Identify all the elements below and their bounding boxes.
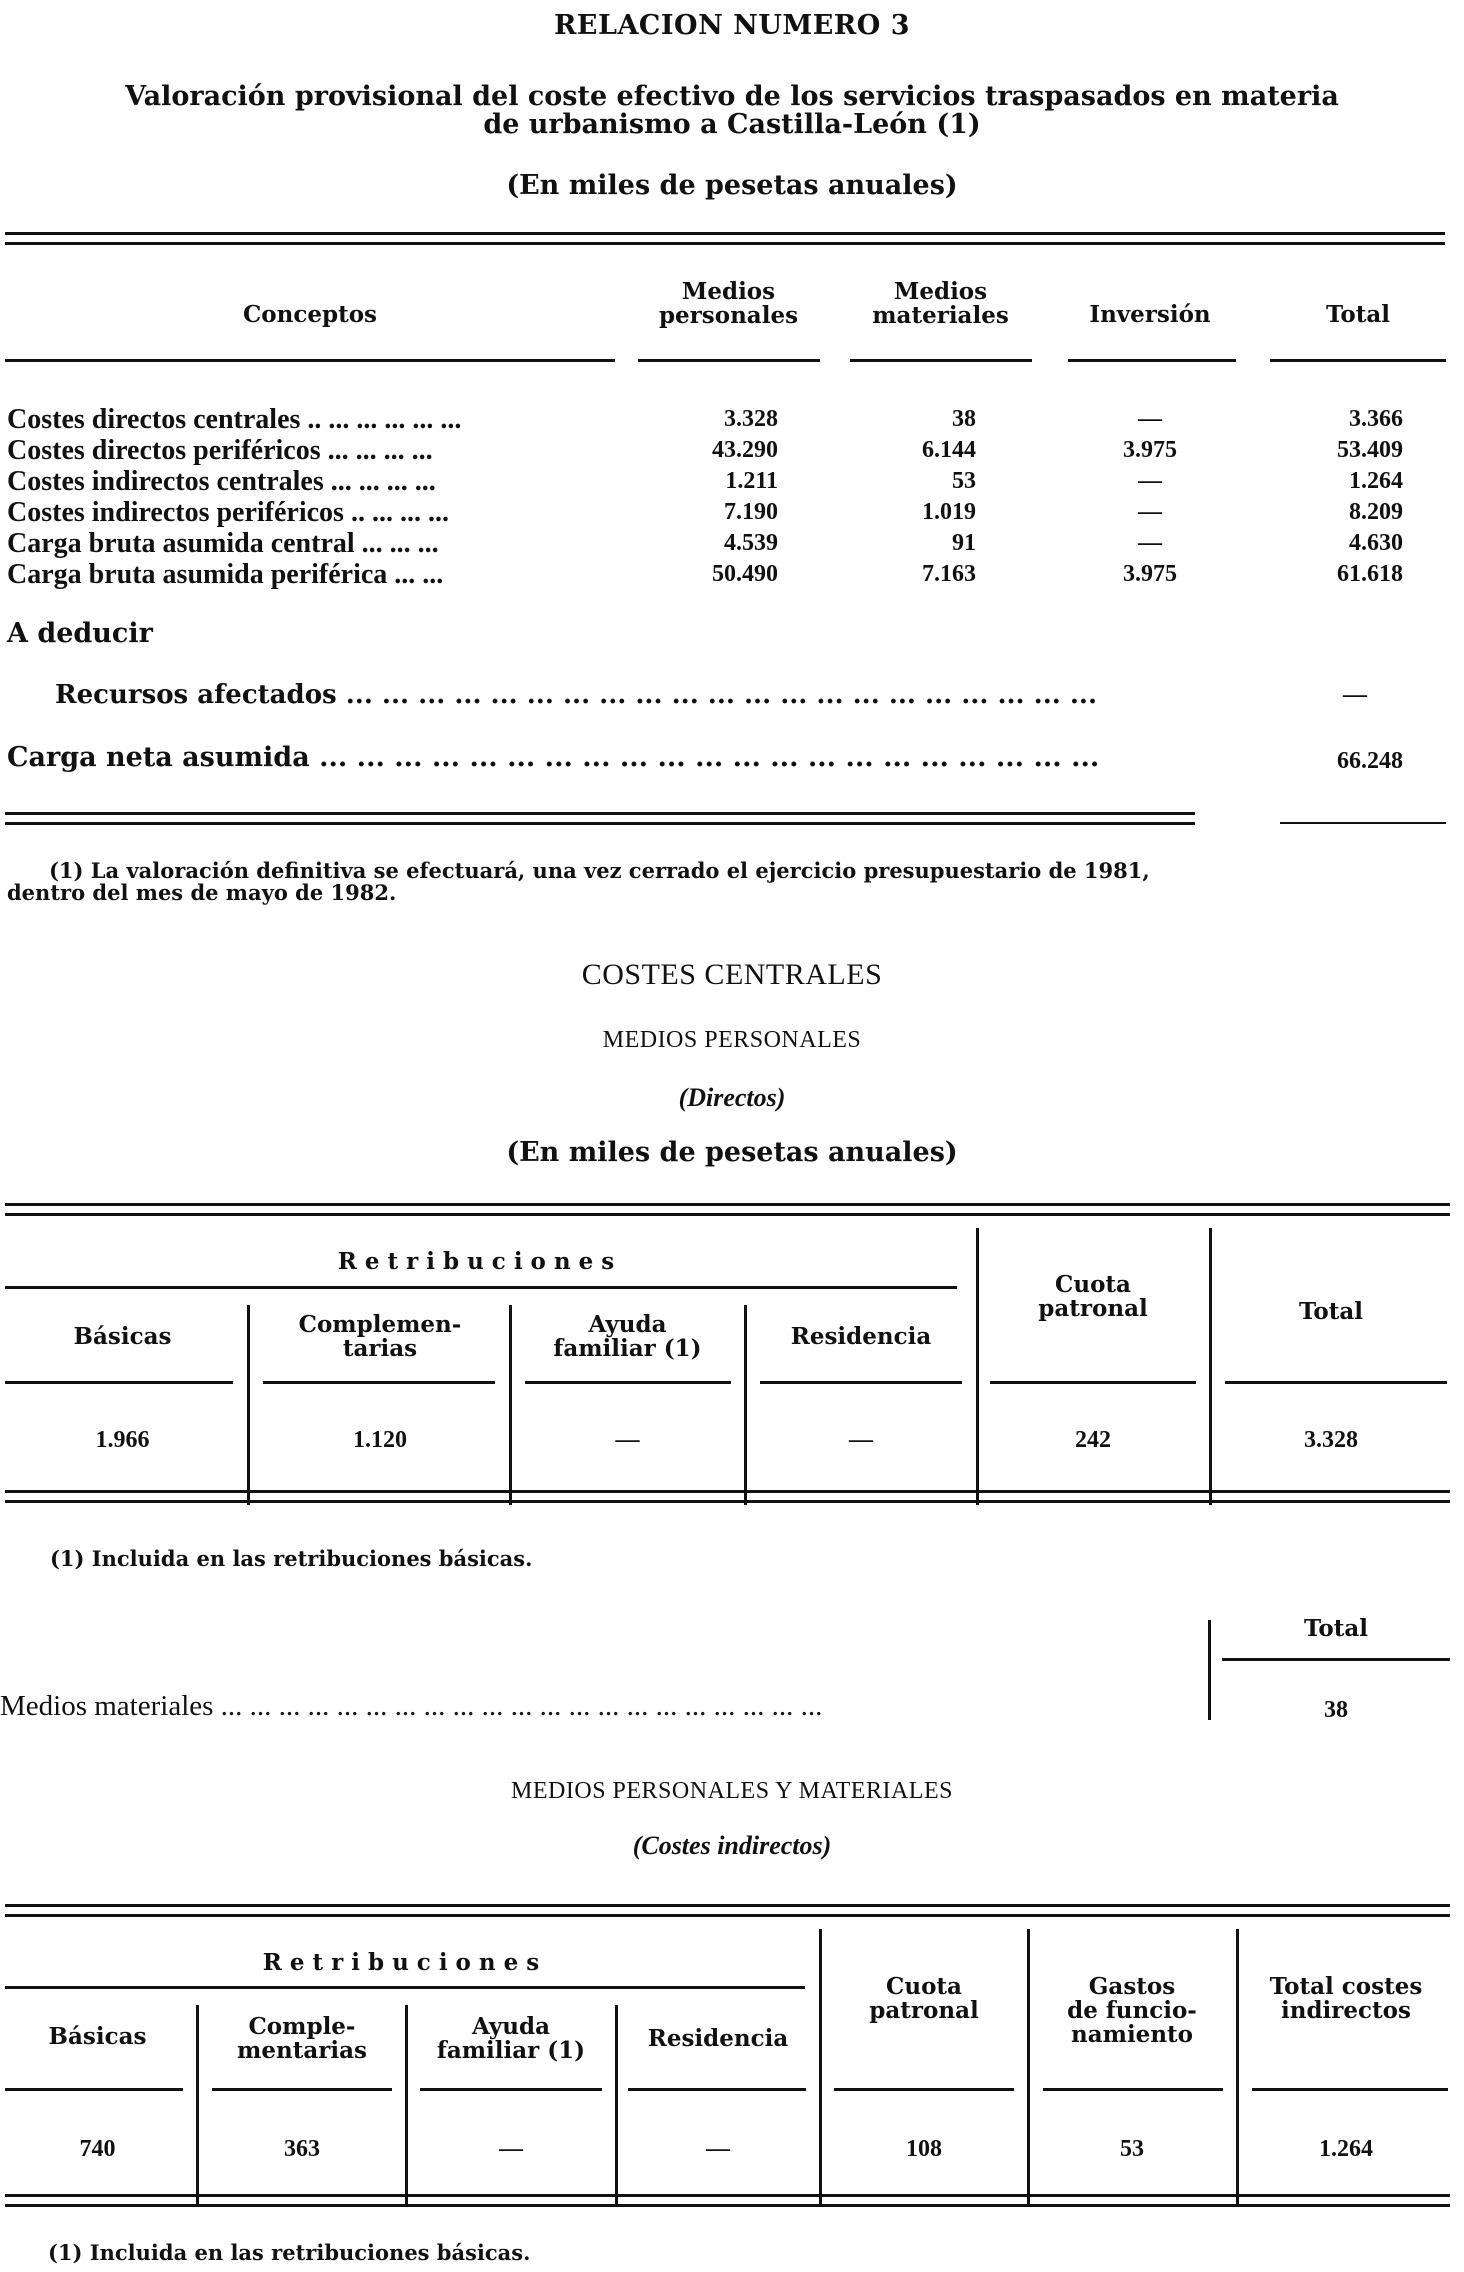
table-row <box>0 435 1464 466</box>
header-line: mentarias <box>237 2037 367 2064</box>
column-header-residencia: Residencia <box>647 2025 789 2052</box>
column-divider <box>405 2005 408 2205</box>
column-divider <box>615 2005 618 2205</box>
column-header-cuota-patronal <box>982 1273 1204 1321</box>
row-label: Carga bruta asumida central ... ... ... <box>7 528 439 559</box>
column-header-cuota-patronal <box>825 1975 1023 2023</box>
units-note: (En miles de pesetas anuales) <box>506 1137 958 1168</box>
column-divider <box>1208 1620 1211 1720</box>
column-header-inversion: Inversión <box>1089 301 1211 328</box>
table-bottom-rule <box>1280 822 1446 824</box>
cell-ayuda-familiar: — <box>499 2136 523 2162</box>
column-header-complementarias <box>255 1313 505 1361</box>
cell-materiales: 1.019 <box>922 499 976 525</box>
column-divider <box>247 1305 250 1505</box>
header-underline <box>638 359 820 362</box>
footnote <box>7 860 1452 904</box>
footnote-line: dentro del mes de mayo de 1982. <box>7 880 397 905</box>
page-subtitle-line-2: de urbanismo a Castilla-León (1) <box>483 109 981 140</box>
header-line: Ayuda <box>472 2013 550 2040</box>
header-underline <box>1225 1381 1447 1384</box>
column-divider <box>1209 1228 1212 1505</box>
header-underline <box>525 1381 731 1384</box>
table-top-rule <box>5 232 1445 235</box>
group-header-retribuciones: Retribuciones <box>337 1248 623 1275</box>
page-subtitle-line-1: Valoración provisional del coste efectivo de los servicios traspasados en materia <box>125 81 1339 112</box>
table-bottom-rule <box>5 812 1195 815</box>
cell-total-costes-indirectos: 1.264 <box>1319 2136 1373 2162</box>
cell-inversion: — <box>1138 530 1162 556</box>
header-line: familiar (1) <box>553 1335 702 1362</box>
header-underline <box>834 2088 1014 2091</box>
header-line: namiento <box>1070 2021 1194 2048</box>
row-label: Costes directos periféricos ... ... ... ... <box>7 435 433 466</box>
header-underline <box>1068 359 1236 362</box>
units-note: (En miles de pesetas anuales) <box>506 170 958 201</box>
recursos-afectados-label: Recursos afectados ... ... ... ... ... ... ... ... ... ... ... ... ... ... ... ... ... ... ... ... ... <box>55 680 1098 710</box>
table-row <box>0 466 1464 497</box>
header-line: Medios <box>681 278 776 305</box>
column-header-residencia: Residencia <box>790 1323 932 1350</box>
header-underline <box>990 1381 1196 1384</box>
cell-materiales: 7.163 <box>922 561 976 587</box>
row-label: Costes indirectos centrales ... ... ... ... <box>7 466 436 497</box>
header-underline <box>760 1381 962 1384</box>
table-row <box>0 1427 1464 1457</box>
column-header-medios-personales <box>636 280 821 328</box>
cell-total: 3.366 <box>1349 406 1403 432</box>
table-bottom-rule <box>5 822 1195 825</box>
cell-residencia: — <box>849 1427 873 1453</box>
medios-materiales-label: Medios materiales ... ... ... ... ... ... ... ... ... ... ... ... ... ... ... ... ... ... ... ... ... <box>0 1690 823 1722</box>
cell-materiales: 6.144 <box>922 437 976 463</box>
column-divider <box>509 1305 512 1505</box>
header-line: patronal <box>869 1997 979 2024</box>
section-medios-personales: MEDIOS PERSONALES <box>602 1027 862 1053</box>
cell-total: 53.409 <box>1337 437 1403 463</box>
cell-total: 8.209 <box>1349 499 1403 525</box>
header-underline <box>420 2088 602 2091</box>
header-line: Cuota <box>1055 1271 1131 1298</box>
table-top-rule <box>5 1203 1450 1206</box>
table-bottom-rule <box>5 2204 1450 2207</box>
header-underline <box>263 1381 495 1384</box>
section-directos: (Directos) <box>678 1083 786 1112</box>
column-header-ayuda-familiar <box>515 1313 740 1361</box>
cell-cuota-patronal: 108 <box>906 2136 942 2162</box>
cell-personales: 43.290 <box>712 437 778 463</box>
page-title: RELACION NUMERO 3 <box>553 10 910 41</box>
cell-personales: 7.190 <box>724 499 778 525</box>
table-top-rule <box>5 1904 1450 1907</box>
footnote-line: (1) La valoración definitiva se efectuará, una vez cerrado el ejercicio presupuestario de 1981, <box>49 858 1150 883</box>
row-label: Costes indirectos periféricos .. ... ... ... <box>7 497 449 528</box>
medios-materiales-value: 38 <box>1324 1697 1348 1723</box>
header-underline <box>5 359 615 362</box>
cell-complementarias: 1.120 <box>353 1427 407 1453</box>
group-underline <box>5 1986 805 1989</box>
column-header-total-costes-indirectos <box>1242 1975 1450 2023</box>
header-underline <box>1222 1658 1450 1661</box>
table-row <box>0 559 1464 590</box>
cell-materiales: 38 <box>952 406 976 432</box>
section-medios-personales-y-materiales: MEDIOS PERSONALES Y MATERIALES <box>511 1778 953 1804</box>
header-underline <box>5 1381 233 1384</box>
cell-total: 61.618 <box>1337 561 1403 587</box>
table-bottom-rule <box>5 2194 1450 2197</box>
header-line: Medios <box>893 278 988 305</box>
table-row <box>0 528 1464 559</box>
group-underline <box>5 1286 957 1289</box>
section-title-costes-centrales: COSTES CENTRALES <box>581 958 883 991</box>
header-line: Comple- <box>248 2013 356 2040</box>
recursos-afectados-value: — <box>1343 682 1367 708</box>
cell-inversion: — <box>1138 406 1162 432</box>
header-underline <box>850 359 1032 362</box>
column-divider <box>976 1228 979 1505</box>
header-line: Ayuda <box>588 1311 667 1338</box>
cell-inversion: 3.975 <box>1123 561 1177 587</box>
cell-gastos-funcionamiento: 53 <box>1120 2136 1144 2162</box>
cell-personales: 1.211 <box>725 468 778 494</box>
cell-materiales: 91 <box>952 530 976 556</box>
cell-personales: 4.539 <box>724 530 778 556</box>
table-row <box>0 2136 1464 2166</box>
column-divider <box>196 2005 199 2205</box>
table-bottom-rule <box>5 1500 1450 1503</box>
cell-total: 3.328 <box>1304 1427 1358 1453</box>
footnote: (1) Incluida en las retribuciones básicas. <box>48 2240 531 2265</box>
cell-inversion: — <box>1138 468 1162 494</box>
header-line: patronal <box>1038 1295 1148 1322</box>
deducir-label: A deducir <box>7 618 153 649</box>
header-line: familiar (1) <box>436 2037 586 2064</box>
cell-personales: 50.490 <box>712 561 778 587</box>
table-top-rule <box>5 242 1445 245</box>
header-underline <box>628 2088 806 2091</box>
cell-cuota-patronal: 242 <box>1075 1427 1111 1453</box>
header-line: tarias <box>342 1335 418 1362</box>
header-line: Total costes <box>1269 1973 1423 2000</box>
column-header-complementarias <box>202 2015 402 2063</box>
cell-materiales: 53 <box>952 468 976 494</box>
carga-neta-label: Carga neta asumida ... ... ... ... ... ... ... ... ... ... ... ... ... ... ... ... ... ... ... ... ... <box>7 742 1100 773</box>
column-header-total: Total <box>1298 1298 1364 1325</box>
header-underline <box>1252 2088 1448 2091</box>
header-line: materiales <box>872 302 1009 329</box>
cell-inversion: 3.975 <box>1123 437 1177 463</box>
header-underline <box>5 2088 183 2091</box>
header-line: Gastos <box>1088 1973 1176 2000</box>
column-header-basicas: Básicas <box>48 2023 147 2050</box>
cell-total: 1.264 <box>1349 468 1403 494</box>
table-row <box>0 497 1464 528</box>
cell-personales: 3.328 <box>724 406 778 432</box>
column-header-ayuda-familiar <box>410 2015 612 2063</box>
cell-ayuda-familiar: — <box>615 1427 640 1453</box>
column-header-basicas: Básicas <box>73 1323 172 1350</box>
column-divider <box>744 1305 747 1505</box>
table-row <box>0 404 1464 435</box>
column-header-total: Total <box>1303 1615 1369 1642</box>
carga-neta-value: 66.248 <box>1337 748 1403 774</box>
cell-complementarias: 363 <box>284 2136 320 2162</box>
cell-basicas: 1.966 <box>95 1427 150 1453</box>
cell-residencia: — <box>706 2136 730 2162</box>
header-line: Cuota <box>886 1973 962 2000</box>
cell-total: 4.630 <box>1349 530 1403 556</box>
header-underline <box>1270 359 1446 362</box>
table-bottom-rule <box>5 1490 1450 1493</box>
header-line: indirectos <box>1281 1997 1411 2024</box>
row-label: Carga bruta asumida periférica ... ... <box>7 559 444 590</box>
header-underline <box>1043 2088 1223 2091</box>
section-costes-indirectos: (Costes indirectos) <box>632 1831 832 1860</box>
group-header-retribuciones: Retribuciones <box>262 1949 548 1976</box>
header-line: Complemen- <box>298 1311 462 1338</box>
header-underline <box>212 2088 392 2091</box>
column-header-conceptos: Conceptos <box>242 301 377 328</box>
row-label: Costes directos centrales .. ... ... ... ... ... <box>7 404 462 435</box>
table-top-rule <box>5 1213 1450 1216</box>
cell-basicas: 740 <box>79 2136 116 2162</box>
cell-inversion: — <box>1138 499 1162 525</box>
header-line: de funcio- <box>1067 1997 1197 2024</box>
column-header-medios-materiales <box>848 280 1033 328</box>
header-line: personales <box>658 302 799 329</box>
table-top-rule <box>5 1914 1450 1917</box>
column-header-gastos-funcionamiento <box>1033 1975 1231 2047</box>
column-header-total: Total <box>1325 301 1391 328</box>
footnote: (1) Incluida en las retribuciones básicas. <box>50 1546 533 1571</box>
